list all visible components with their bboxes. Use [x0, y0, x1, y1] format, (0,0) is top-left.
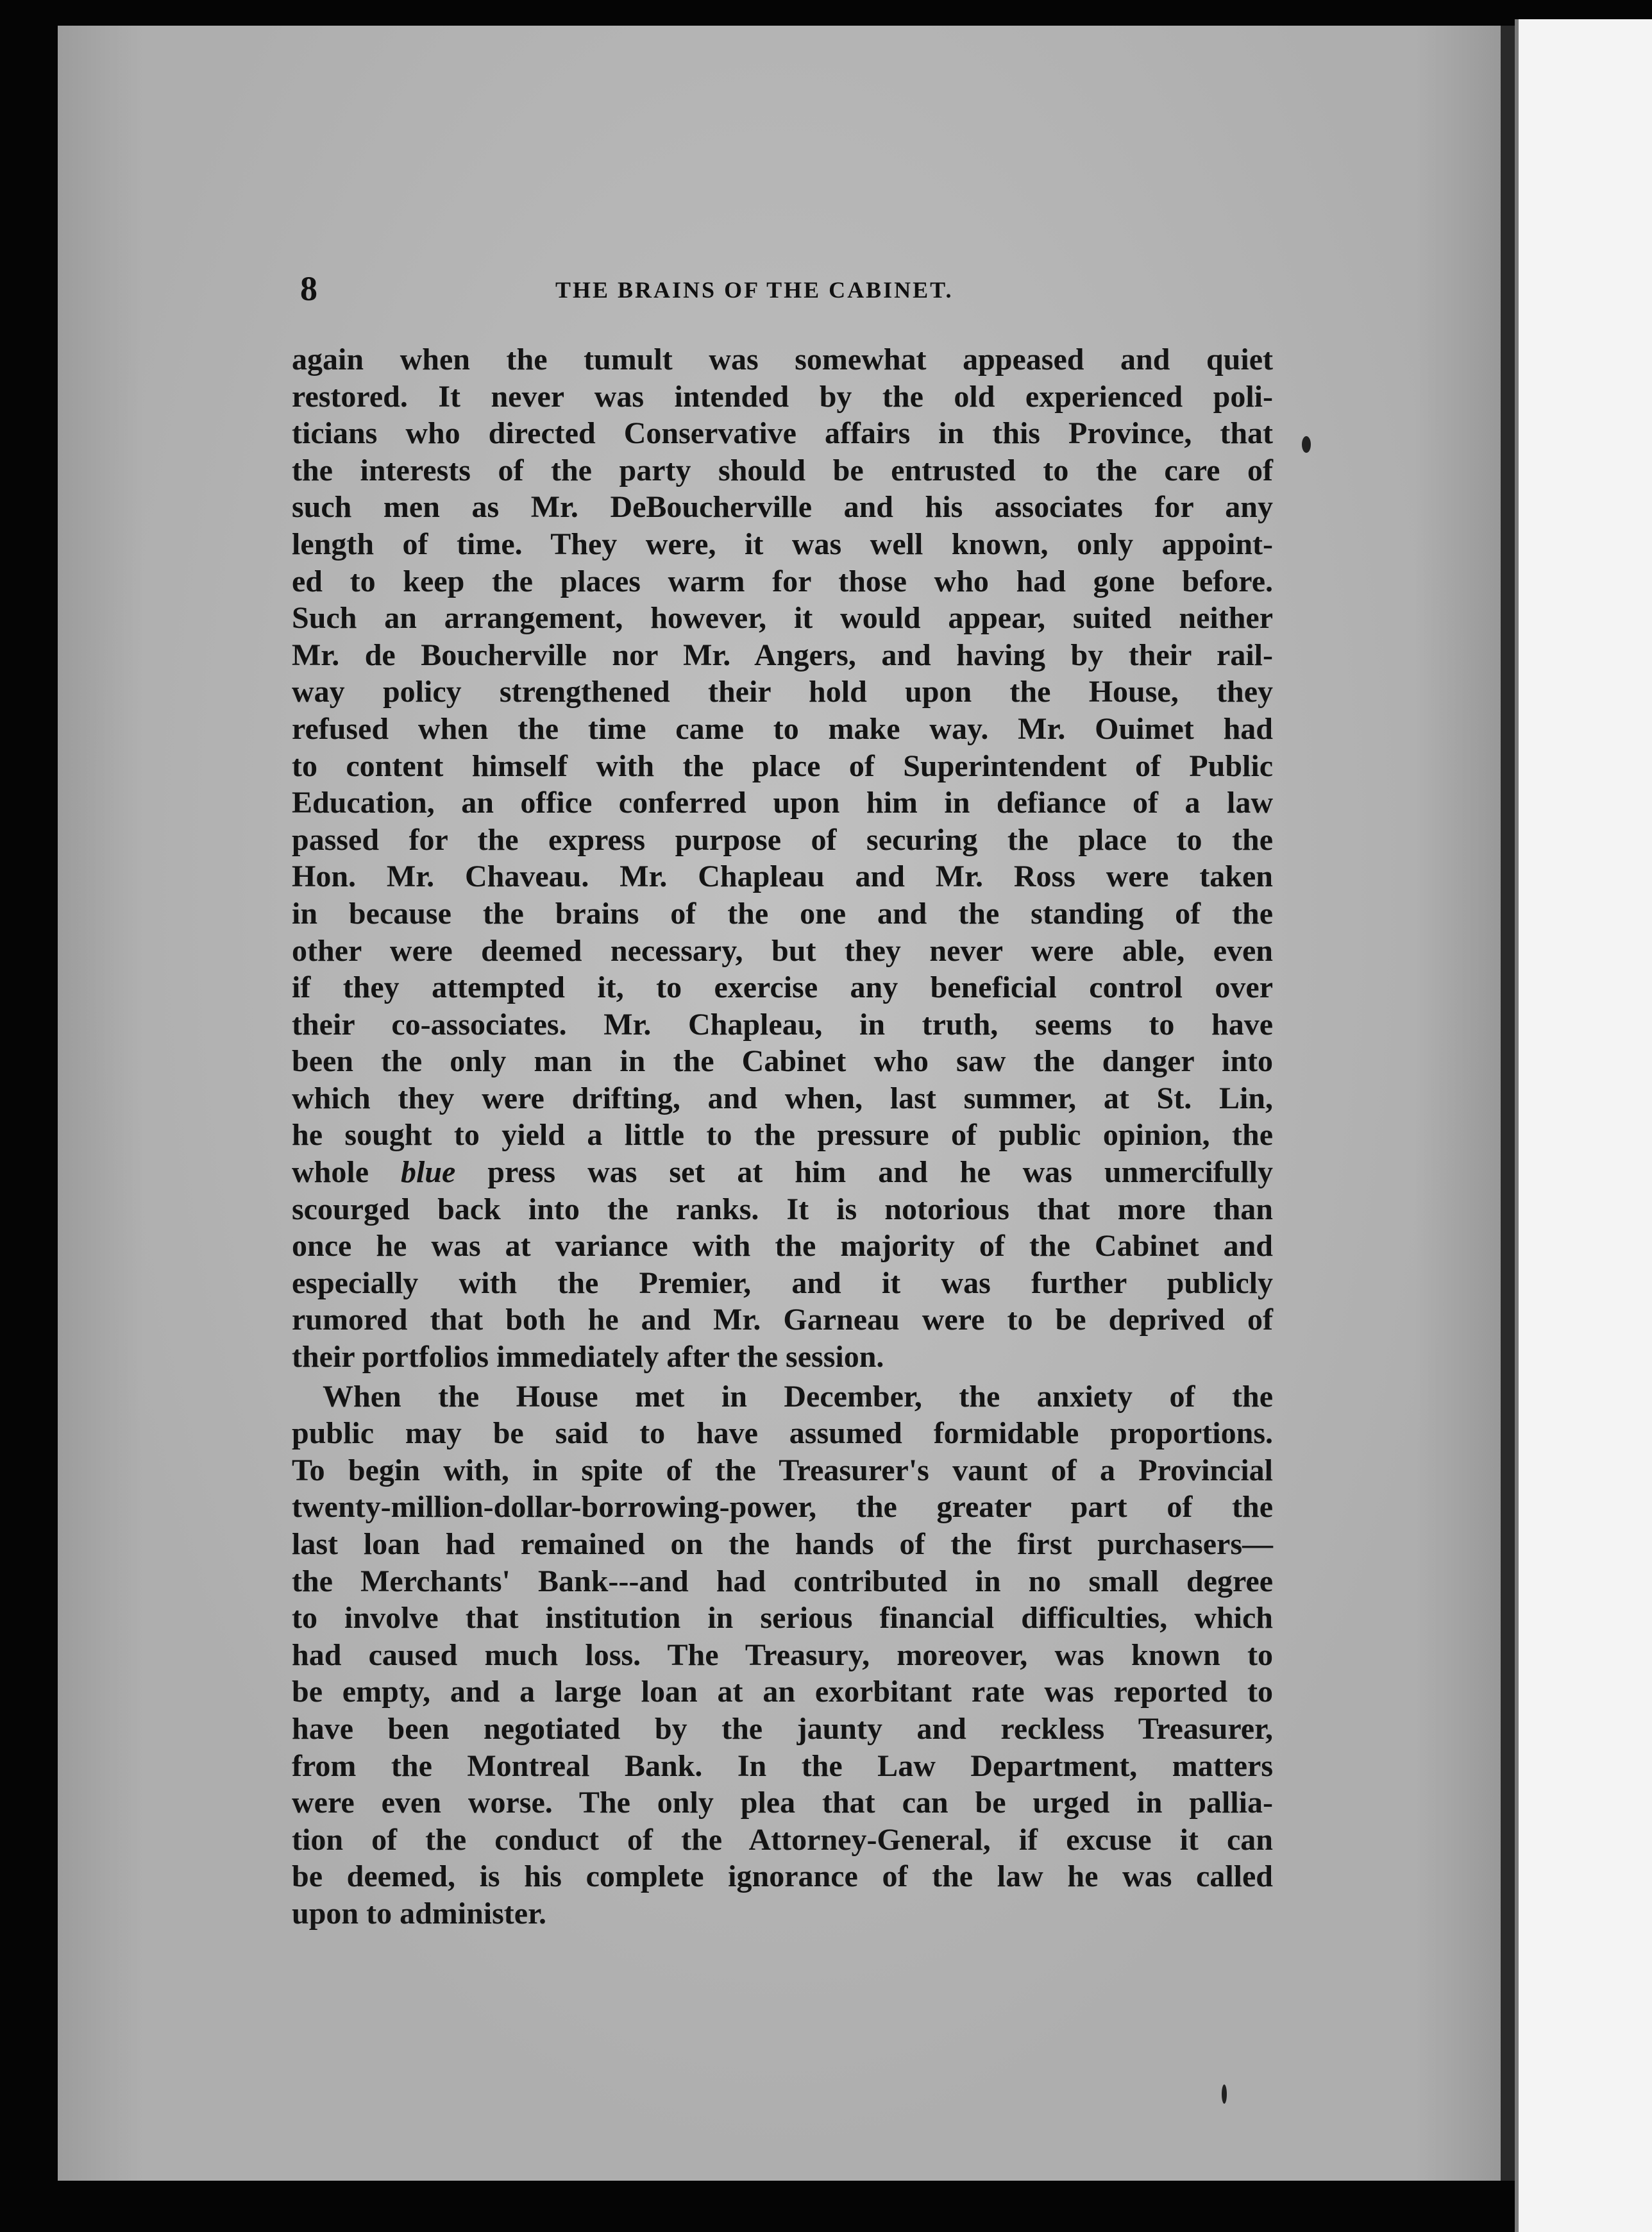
text-line: When the House met in December, the anxiety of the — [323, 1379, 1273, 1414]
text-line: if they attempted it, to exercise any beneficial control over — [292, 970, 1273, 1005]
text-line: last loan had remained on the hands of the first purchasers— — [292, 1527, 1273, 1561]
text-line: been the only man in the Cabinet who saw the danger into — [292, 1044, 1273, 1079]
text-line: from the Montreal Bank. In the Law Department, matters — [292, 1748, 1273, 1783]
text-line: tion of the conduct of the Attorney-General, if excuse it can — [292, 1822, 1273, 1857]
text-line: ticians who directed Conservative affairs in this Province, that — [292, 416, 1273, 451]
paragraph — [292, 341, 1273, 1376]
text-line: be empty, and a large loan at an exorbitant rate was reported to — [292, 1675, 1273, 1709]
text-line: twenty-million-dollar-borrowing-power, the greater part of the — [292, 1490, 1273, 1525]
adjacent-page-edge — [1515, 19, 1652, 2232]
text-line: the Merchants' Bank---and had contributed in no small degree — [292, 1564, 1273, 1598]
text-line: ed to keep the places warm for those who had gone before. — [292, 564, 1273, 598]
text-line: which they were drifting, and when, last summer, at St. Lin, — [292, 1081, 1273, 1115]
text-line: scourged back into the ranks. It is notorious that more than — [292, 1192, 1273, 1226]
text-line: such men as Mr. DeBoucherville and his associates for any — [292, 490, 1273, 525]
text-line: again when the tumult was somewhat appeased and quiet — [292, 342, 1273, 376]
scan-speck — [1222, 2084, 1227, 2104]
text-line: refused when the time came to make way. Mr. Ouimet had — [292, 711, 1273, 746]
text-line: were even worse. The only plea that can be urged in pallia- — [292, 1786, 1273, 1820]
text-line: public may be said to have assumed formidable proportions. — [292, 1416, 1273, 1451]
text-line: Such an arrangement, however, it would appear, suited neither — [292, 601, 1273, 636]
text-line: Hon. Mr. Chaveau. Mr. Chapleau and Mr. Ross were taken — [292, 859, 1273, 894]
running-title: THE BRAINS OF THE CABINET. — [555, 277, 954, 303]
text-line: way policy strengthened their hold upon the House, they — [292, 675, 1273, 709]
text-line — [292, 1154, 1273, 1191]
text-line: To begin with, in spite of the Treasurer's vaunt of a Provincial — [292, 1453, 1273, 1487]
text-line: had caused much loss. The Treasury, moreover, was known to — [292, 1637, 1273, 1672]
text-line: upon to administer. — [292, 1896, 546, 1931]
scan-speck — [1302, 436, 1311, 453]
text-line: once he was at variance with the majority of the Cabinet and — [292, 1229, 1273, 1264]
text-line: length of time. They were, it was well known, only appoint- — [292, 527, 1273, 561]
text-line: to involve that institution in serious financial difficulties, which — [292, 1601, 1273, 1636]
text-line: rumored that both he and Mr. Garneau were to be deprived of — [292, 1303, 1273, 1337]
body-text — [292, 341, 1273, 1932]
text-line: in because the brains of the one and the standing of the — [292, 896, 1273, 931]
text-line: their co-associates. Mr. Chapleau, in truth, seems to have — [292, 1007, 1273, 1042]
adjacent-page-border — [1515, 19, 1519, 2232]
paragraph — [292, 1378, 1273, 1932]
text-run: press was set at him and he was unmercifully — [455, 1155, 1274, 1190]
italic-word: blue — [400, 1155, 456, 1190]
text-run: whole — [292, 1155, 401, 1190]
text-line: restored. It never was intended by the old experienced poli- — [292, 379, 1273, 414]
text-line: their portfolios immediately after the session. — [292, 1340, 884, 1374]
text-line: Education, an office conferred upon him in defiance of a law — [292, 786, 1273, 820]
text-line: Mr. de Boucherville nor Mr. Angers, and having by their rail- — [292, 638, 1273, 672]
running-header — [300, 269, 1288, 308]
text-line: he sought to yield a little to the pressure of public opinion, the — [292, 1118, 1273, 1153]
page-number: 8 — [300, 269, 317, 308]
text-line: other were deemed necessary, but they never were able, even — [292, 933, 1273, 968]
text-line: passed for the express purpose of securing the place to the — [292, 822, 1273, 857]
text-line: the interests of the party should be entrusted to the care of — [292, 453, 1273, 487]
text-line: to content himself with the place of Superintendent of Public — [292, 748, 1273, 783]
text-line: especially with the Premier, and it was further publicly — [292, 1265, 1273, 1300]
page-binding-strip — [1501, 26, 1515, 2181]
text-line: be deemed, is his complete ignorance of the law he was called — [292, 1859, 1273, 1894]
text-line: have been negotiated by the jaunty and reckless Treasurer, — [292, 1711, 1273, 1746]
